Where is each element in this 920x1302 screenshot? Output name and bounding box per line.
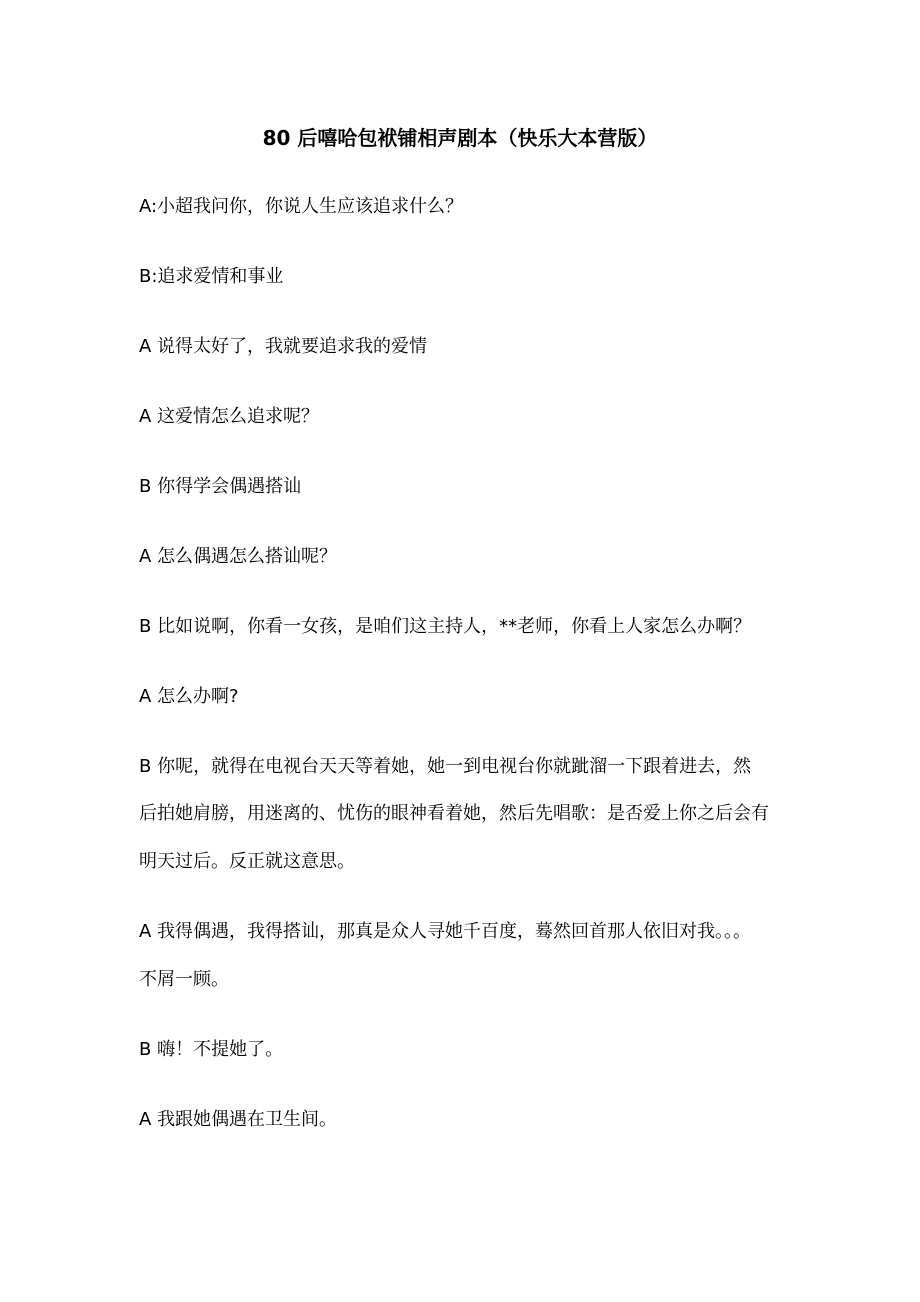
dialogue-line: B 嗨！不提她了。 <box>139 1039 284 1060</box>
dialogue-line: A 怎么偶遇怎么搭讪呢？ <box>139 546 338 567</box>
document-title: 80 后嘻哈包袱铺相声剧本（快乐大本营版） <box>262 126 658 150</box>
dialogue-line: A 怎么办啊? <box>139 686 239 707</box>
dialogue-line: A 我跟她偶遇在卫生间。 <box>139 1109 338 1130</box>
dialogue-line: B 你呢，就得在电视台天天等着她，她一到电视台你就跐溜一下跟着进去，然 <box>139 756 752 777</box>
dialogue-line: A 这爱情怎么追求呢？ <box>139 406 320 427</box>
dialogue-line: A 我得偶遇，我得搭讪，那真是众人寻她千百度，蓦然回首那人依旧对我。。。 <box>139 921 752 942</box>
dialogue-line: A 说得太好了，我就要追求我的爱情 <box>139 336 428 357</box>
dialogue-line: B:追求爱情和事业 <box>139 266 284 287</box>
dialogue-line-continued: 后拍她肩膀，用迷离的、忧伤的眼神看着她，然后先唱歌：是否爱上你之后会有 <box>139 803 769 824</box>
dialogue-line: A:小超我问你，你说人生应该追求什么？ <box>139 196 464 217</box>
dialogue-line: B 你得学会偶遇搭讪 <box>139 476 302 497</box>
dialogue-line-continued: 不屑一顾。 <box>139 969 229 990</box>
dialogue-line: B 比如说啊，你看一女孩，是咱们这主持人，**老师，你看上人家怎么办啊？ <box>139 616 752 637</box>
dialogue-line-continued: 明天过后。反正就这意思。 <box>139 851 355 872</box>
